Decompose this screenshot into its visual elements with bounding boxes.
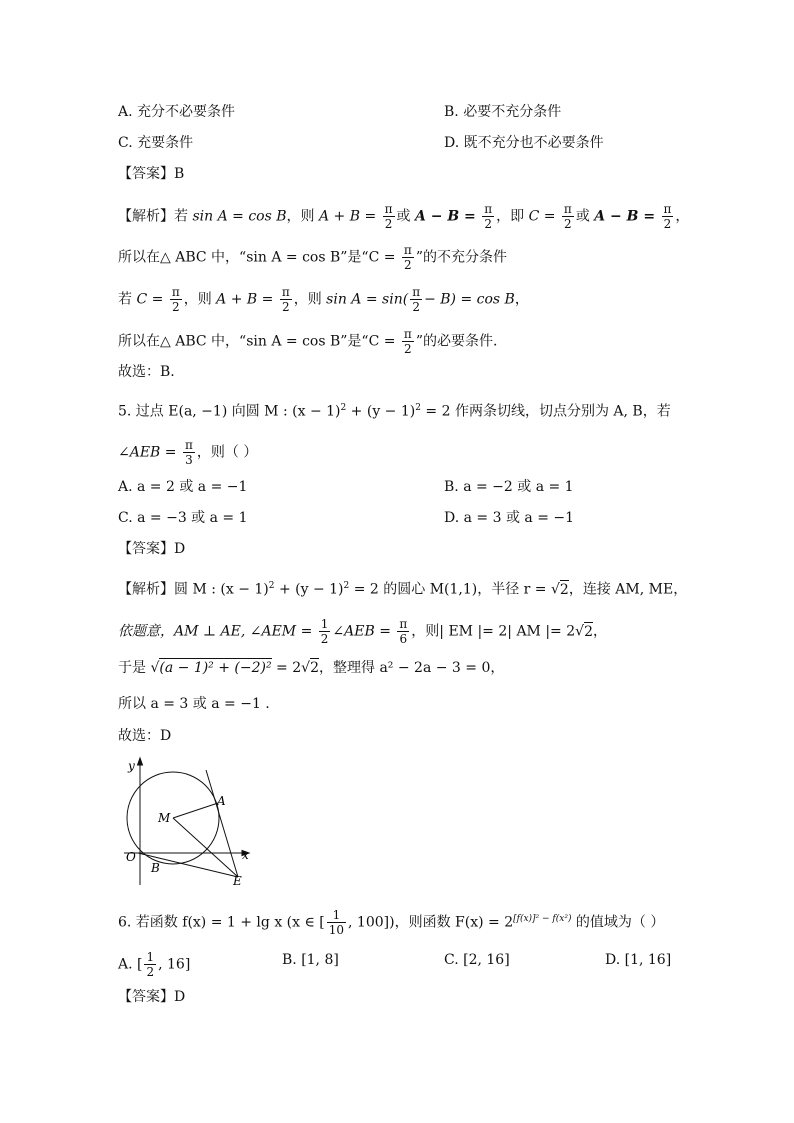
fraction: $\frac{\pi}{2}$ [484, 202, 493, 231]
segment-ma [173, 803, 218, 818]
q4-option-d: D. 既不充分也不必要条件 [444, 135, 604, 151]
fraction: $\frac{1}{10}$ [328, 908, 345, 937]
q5-option-d: D. a = 3 或 a = −1 [444, 510, 575, 526]
q6-option-c: C. [2, 16] [444, 952, 510, 968]
fraction: $\frac{\pi}{2}$ [412, 285, 421, 314]
q5-choose: 故选：D [118, 728, 172, 744]
label-e: E [233, 874, 242, 888]
q6-option-b: B. [1, 8] [282, 952, 339, 968]
q5-analysis-line-4: 所以 a = 3 或 a = −1 . [118, 696, 270, 712]
fraction: $\frac{\pi}{2}$ [281, 285, 290, 314]
label-o: O [126, 850, 136, 864]
q5-stem-line-2: ∠AEB = $\frac{\pi}{3}$ ，则（ ） [118, 438, 258, 467]
q5-figure [118, 755, 258, 890]
fraction: $\frac{\pi}{2}$ [384, 202, 393, 231]
q5-analysis-line-3: 于是 √(a − 1)² + (−2)² = 2√2，整理得 a² − 2a − 3 = 0， [118, 660, 505, 676]
fraction: $\frac{\pi}{2}$ [663, 202, 672, 231]
q4-option-a: A. 充分不必要条件 [118, 104, 236, 120]
q6-option-d: D. [1, 16] [605, 952, 672, 968]
q5-answer: 【答案】D [118, 541, 186, 557]
fraction: $\frac{\pi}{2}$ [171, 285, 180, 314]
fraction: $\frac{\pi}{2}$ [563, 202, 572, 231]
q4-option-b: B. 必要不充分条件 [444, 104, 562, 120]
q6-option-a: A. [ $\frac{1}{2}$ , 16] [118, 950, 191, 979]
label-m: M [158, 811, 171, 825]
q4-analysis-line-1: 【解析】若 sin A = cos B，则 A + B = $\frac{\pi}{2}$ 或 A − B = $\frac{\pi}{2}$ ，即 C = $\frac{\pi}{2}$ 或 A − B = $\frac{\pi}{2}$ ， [118, 202, 690, 231]
q4-choose: 故选：B. [118, 364, 175, 380]
q4-option-c: C. 充要条件 [118, 135, 194, 151]
fraction: $\frac{\pi}{2}$ [403, 327, 412, 356]
label-y: y [128, 759, 135, 773]
y-axis-arrow [138, 758, 143, 765]
label-b: B [151, 861, 160, 875]
tangent-ea [206, 770, 238, 877]
q5-analysis-line-1: 【解析】圆 M : $(x - 1)^2 + (y - 1)^2 = 2$ 的圆心 M(1,1)，半径 r = √2，连接 AM, ME， [118, 581, 688, 598]
q4-analysis-line-2: 所以在△ ABC 中，“sin A = cos B”是“C = $\frac{\pi}{2}$ ”的不充分条件 [118, 243, 507, 272]
q5-stem-line-1: 5. 过点 E(a, −1) 向圆 M : $(x - 1)^2 + (y - 1)^2 = 2$ 作两条切线，切点分别为 A, B，若 [118, 403, 671, 420]
q4-analysis-line-4: 所以在△ ABC 中，“sin A = cos B”是“C = $\frac{\pi}{2}$ ”的必要条件. [118, 327, 498, 356]
q6-stem: 6. 若函数 f(x) = 1 + lg x (x ∈ [ $\frac{1}{10}$ , 100])，则函数 $F(x) = 2^{[f(x)]^2 - f(x^2)}$ 的值域为（ ） [118, 908, 665, 937]
analysis-label: 【解析】 [118, 208, 174, 225]
q5-option-c: C. a = −3 或 a = 1 [118, 510, 248, 526]
label-x: x [242, 848, 249, 862]
q5-option-a: A. a = 2 或 a = −1 [118, 479, 248, 495]
q6-answer: 【答案】D [118, 989, 186, 1005]
fraction: $\frac{\pi}{3}$ [184, 438, 193, 467]
segment-me [173, 818, 238, 877]
fraction: $\frac{1}{2}$ [320, 617, 329, 646]
q5-analysis-line-2: 依题意，AM ⊥ AE, ∠AEM = $\frac{1}{2}$ ∠AEB = $\frac{\pi}{6}$ ，则| EM |= 2| AM |= 2√2， [118, 617, 607, 646]
fraction: $\frac{1}{2}$ [146, 950, 155, 979]
q4-analysis-line-3: 若 C = $\frac{\pi}{2}$ ，则 A + B = $\frac{\pi}{2}$ ，则 sin A = sin( $\frac{\pi}{2}$ − B) = cos B， [118, 285, 529, 314]
q5-option-b: B. a = −2 或 a = 1 [444, 479, 574, 495]
q4-answer: 【答案】B [118, 166, 185, 182]
fraction: $\frac{\pi}{6}$ [399, 617, 408, 646]
analysis-label: 【解析】 [118, 581, 174, 598]
fraction: $\frac{\pi}{2}$ [403, 243, 412, 272]
label-a: A [217, 794, 226, 808]
